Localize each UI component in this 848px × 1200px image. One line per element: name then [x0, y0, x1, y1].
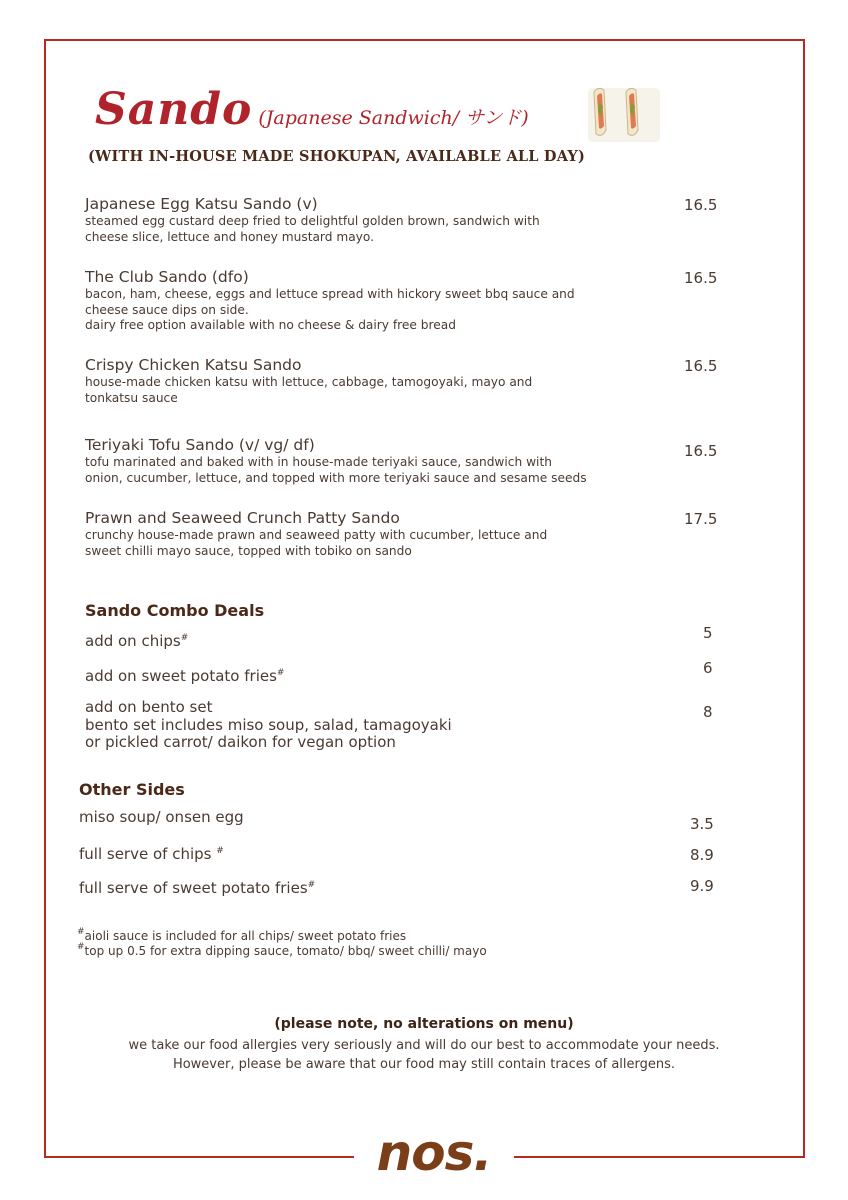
combo-bento-label: add on bento set bento set includes miso soup, salad, tamagoyaki or pickled carrot/ daikon for vegan option — [85, 698, 452, 751]
item-name: The Club Sando (dfo) — [85, 268, 249, 286]
side-chips-price: 8.9 — [690, 846, 714, 864]
item-name: Crispy Chicken Katsu Sando — [85, 356, 302, 374]
item-price: 16.5 — [684, 357, 718, 375]
combo-bento-price: 8 — [703, 703, 713, 721]
item-description: steamed egg custard deep fried to delightful golden brown, sandwich with cheese slice, lettuce and honey mustard mayo. — [85, 214, 540, 244]
frame-bottom-left — [44, 1156, 354, 1158]
side-chips-label: full serve of chips # — [79, 845, 224, 863]
footnote-aioli: #aioli sauce is included for all chips/ sweet potato fries — [77, 927, 407, 943]
item-price: 16.5 — [684, 196, 718, 214]
menu-tagline: (WITH IN-HOUSE MADE SHOKUPAN, AVAILABLE ALL DAY) — [88, 148, 586, 165]
combo-chips-label: add on chips# — [85, 632, 189, 650]
sides-heading: Other Sides — [79, 780, 185, 799]
item-description: house-made chicken katsu with lettuce, cabbage, tamogoyaki, mayo and tonkatsu sauce — [85, 375, 533, 405]
item-price: 16.5 — [684, 269, 718, 287]
item-name: Teriyaki Tofu Sando (v/ vg/ df) — [85, 436, 315, 454]
frame-top — [46, 39, 804, 41]
menu-item — [85, 436, 645, 486]
footnote-dipping-sauce: #top up 0.5 for extra dipping sauce, tomato/ bbq/ sweet chilli/ mayo — [77, 942, 487, 958]
item-name: Japanese Egg Katsu Sando (v) — [85, 195, 318, 213]
side-fries-label: full serve of sweet potato fries# — [79, 879, 316, 897]
item-description: crunchy house-made prawn and seaweed patty with cucumber, lettuce and sweet chilli mayo sauce, topped with tobiko on sando — [85, 528, 548, 558]
sandwich-illustration-icon — [584, 82, 664, 144]
item-price: 17.5 — [684, 510, 718, 528]
menu-item — [85, 356, 645, 406]
side-miso-price: 3.5 — [690, 815, 714, 833]
notice-text: we take our food allergies very seriously and will do our best to accommodate your needs. However, please be aware that our food may still contain traces of allergens. — [128, 1038, 720, 1072]
side-fries-price: 9.9 — [690, 877, 714, 895]
frame-bottom-right — [514, 1156, 805, 1158]
item-name: Prawn and Seaweed Crunch Patty Sando — [85, 509, 400, 527]
notice-title: (please note, no alterations on menu) — [274, 1016, 574, 1032]
combo-fries-label: add on sweet potato fries# — [85, 667, 285, 685]
menu-item — [85, 268, 645, 334]
item-description: bacon, ham, cheese, eggs and lettuce spread with hickory sweet bbq sauce and cheese sauce dips on side. dairy free option available with no cheese & dairy free bread — [85, 287, 575, 333]
item-description: tofu marinated and baked with in house-made teriyaki sauce, sandwich with onion, cucumber, lettuce, and topped with more teriyaki sauce and sesame seeds — [85, 455, 587, 485]
brand-logo: nos. — [376, 1124, 492, 1182]
menu-item — [85, 509, 645, 559]
combo-heading: Sando Combo Deals — [85, 601, 265, 620]
menu-item — [85, 195, 645, 245]
frame-right — [803, 39, 805, 1158]
title-text: Sando — [95, 84, 253, 135]
combo-chips-price: 5 — [703, 624, 713, 642]
frame-left — [44, 39, 46, 1158]
item-price: 16.5 — [684, 442, 718, 460]
side-miso-label: miso soup/ onsen egg — [79, 808, 244, 826]
combo-fries-price: 6 — [703, 659, 713, 677]
menu-title — [95, 84, 529, 135]
title-subtitle: (Japanese Sandwich/ サンド) — [258, 107, 529, 129]
